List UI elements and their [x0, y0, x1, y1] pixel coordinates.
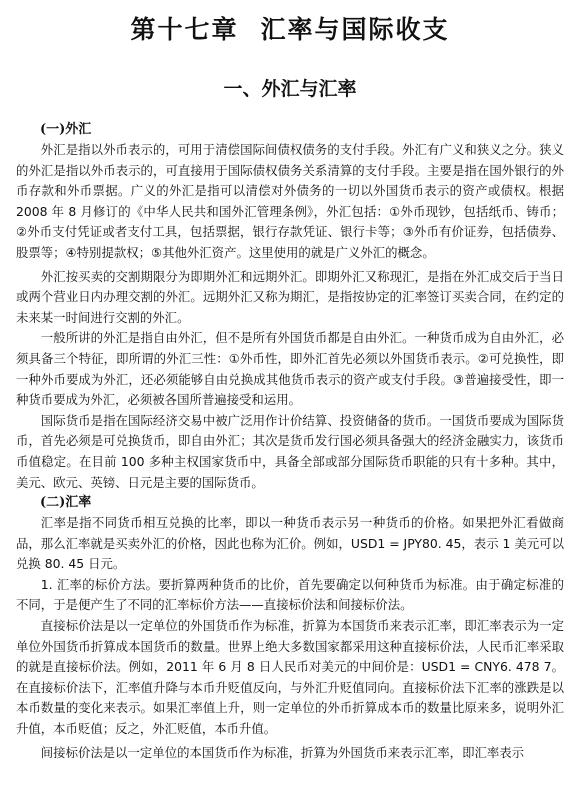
- chapter-name: 汇率与国际收支: [260, 15, 450, 44]
- paragraph: 一般所讲的外汇是指自由外汇，但不是所有外国货币都是自由外汇。一种货币成为自由外汇，必须具备三个特征，即所谓的外汇三性：①外币性，即外汇首先必须以外国货币表示。②可兑换性，即一种外币要成为外汇，还必须能够自由兑换成其他货币表示的资产或支付手段。③普遍接受性，即一种货币要成为外汇，必须被各国所普遍接受和运用。: [16, 330, 564, 408]
- document-body: [16, 120, 564, 763]
- chapter-title: [16, 10, 564, 48]
- paragraph: 1. 汇率的标价方法。要折算两种货币的比价，首先要确定以何种货币为标准。由于确定标准的不同，于是便产生了不同的汇率标价方法——直接标价法和间接标价法。: [16, 576, 564, 613]
- section-title: 一、外汇与汇率: [223, 78, 357, 100]
- chapter-number: 第十七章: [130, 15, 239, 44]
- subsection-heading-exchange-rate: (二)汇率: [40, 495, 92, 511]
- paragraph: 国际货币是指在国际经济交易中被广泛用作计价结算、投资储备的货币。一国货币要成为国际货币，首先必须是可兑换货币，即自由外汇；其次是货币发行国必须具备强大的经济金融实力，该货币币值稳定。在目前 100 多种主权国家货币中，具备全部或部分国际货币职能的只有十多种。其中，美元、欧元、英镑、日元是主要的国际货币。: [16, 412, 564, 490]
- paragraph: 汇率是指不同货币相互兑换的比率，即以一种货币表示另一种货币的价格。如果把外汇看做商品，那么汇率就是买卖外汇的价格，因此也称为汇价。例如，USD1 = JPY80. 45，表示 1 美元可以兑换 80. 45 日元。: [16, 515, 564, 572]
- paragraph: 外汇是指以外币表示的，可用于清偿国际间债权债务的支付手段。外汇有广义和狭义之分。狭义的外汇是指以外币表示的，可直接用于国际债权债务关系清算的支付手段。主要是指在国外银行的外币存款和外币票据。广义的外汇是指可以清偿对外债务的一切以外国货币表示的资产或债权。根据 2008 年 8 月修订的《中华人民共和国外汇管理条例》，外汇包括：①外币现钞，包括纸币、铸币；②外币支付凭证或者支付工具，包括票据，银行存款凭证、银行卡等；③外币有价证券，包括债券、股票等；④特别提款权；⑤其他外汇资产。这里使用的就是广义外汇的概念。: [16, 142, 564, 260]
- paragraph: 外汇按买卖的交割期限分为即期外汇和远期外汇。即期外汇又称现汇，是指在外汇成交后于当日或两个营业日内办理交割的外汇。远期外汇又称为期汇，是指按协定的汇率签订买卖合同，在约定的未来某一时间进行交割的外汇。: [16, 268, 564, 325]
- paragraph: 间接标价法是以一定单位的本国货币作为标准，折算为外国货币来表示汇率，即汇率表示: [40, 744, 525, 760]
- subsection-heading-forex: (一)外汇: [40, 122, 92, 137]
- paragraph: 直接标价法是以一定单位的外国货币作为标准，折算为本国货币来表示汇率，即汇率表示为一定单位外国货币折算成本国货币的数量。世界上绝大多数国家都采用这种直接标价法，人民币汇率采取的就是直接标价法。例如，2011 年 6 月 8 日人民币对美元的中间价是：USD1 = CNY6. 478 7。在直接标价法下，汇率值升降与本币升贬值反向，与外汇升贬值同向。直接标价法下汇率的涨跌是以本币数量的变化来表示。如果汇率值上升，则一定单位的外币折算成本币的数量比原来多，说明外汇升值，本币贬值；反之，外汇贬值，本币升值。: [16, 618, 564, 737]
